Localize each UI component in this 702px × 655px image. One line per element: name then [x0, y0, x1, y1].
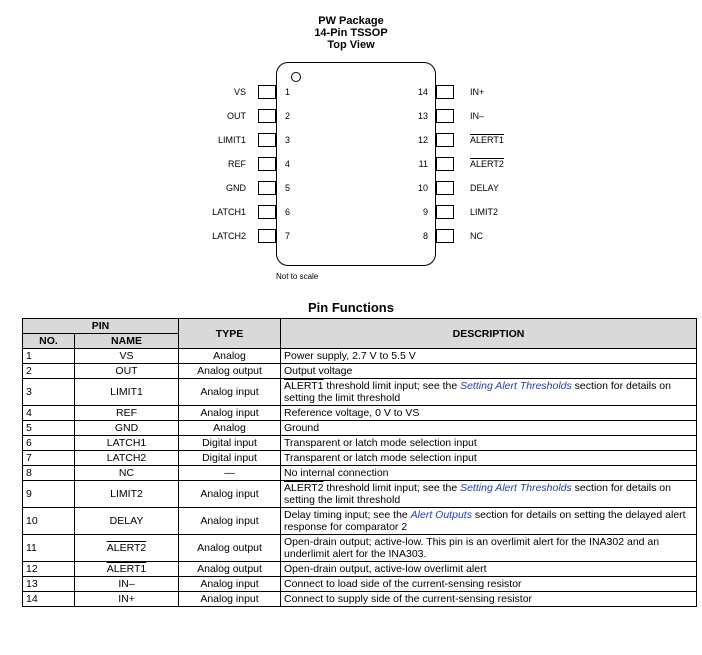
- pin-no-cell: 2: [23, 364, 75, 379]
- pin-name-cell: [75, 406, 179, 421]
- pin-lead-left: [258, 229, 276, 243]
- pin-type-cell: —: [179, 466, 281, 481]
- description-text: Connect to supply side of the current-sensing resistor: [284, 593, 533, 605]
- pin-no-cell: 4: [23, 406, 75, 421]
- pin-lead-left: [258, 205, 276, 219]
- pin-description-cell: [281, 436, 697, 451]
- pin-name-text: OUT: [115, 365, 138, 377]
- section-link[interactable]: Setting Alert Thresholds: [460, 380, 572, 392]
- table-title: Pin Functions: [308, 300, 394, 315]
- pin-no-cell: 11: [23, 535, 75, 562]
- pin-name-cell: [75, 562, 179, 577]
- description-text: section for details on setting the limit threshold: [284, 482, 671, 506]
- pin-name-cell: [75, 535, 179, 562]
- pin-number: 4: [285, 159, 291, 169]
- pin-number: 14: [417, 87, 428, 97]
- overlined-signal-name: ALERT1: [284, 380, 324, 392]
- pin-name-cell: [75, 592, 179, 607]
- table-row: [23, 592, 697, 607]
- pin-name-text: GND: [114, 422, 139, 434]
- header-pin: PIN: [23, 319, 179, 334]
- pin-lead-right: [436, 157, 454, 171]
- description-text: Output voltage: [284, 365, 353, 377]
- pin-lead-right: [436, 229, 454, 243]
- scale-note: Not to scale: [276, 272, 319, 281]
- pin-name-cell: [75, 421, 179, 436]
- pin-description-cell: [281, 592, 697, 607]
- table-row: [23, 436, 697, 451]
- pin-name-text: LIMIT2: [110, 488, 143, 500]
- table-row: [23, 379, 697, 406]
- pin-no-cell: 10: [23, 508, 75, 535]
- pin-name-text: LIMIT1: [110, 386, 143, 398]
- pin-description-cell: [281, 364, 697, 379]
- pin-name-label: OUT: [227, 111, 246, 121]
- pin-number: 8: [422, 231, 428, 241]
- table-row: [23, 535, 697, 562]
- description-text: Transparent or latch mode selection input: [284, 452, 477, 464]
- pin-name-label: ALERT2: [470, 159, 504, 169]
- pin-type-cell: Analog output: [179, 535, 281, 562]
- pin-no-cell: 13: [23, 577, 75, 592]
- pin-number: 11: [418, 159, 428, 169]
- pin-type-cell: Analog: [179, 349, 281, 364]
- pin-name-text: NC: [118, 467, 135, 479]
- pin-name-text: IN+: [118, 593, 135, 605]
- header-type: TYPE: [179, 319, 281, 349]
- pin-description-cell: [281, 508, 697, 535]
- pin-name-label: DELAY: [470, 183, 499, 193]
- description-text: Connect to load side of the current-sensing resistor: [284, 578, 522, 590]
- pin-name-label: REF: [228, 159, 246, 169]
- pin-number: 6: [285, 207, 291, 217]
- pin-type-cell: Analog: [179, 421, 281, 436]
- description-text: threshold limit input; see the: [323, 380, 461, 392]
- pin1-marker-dot: [291, 72, 301, 82]
- description-text: Open-drain output; active-low. This pin is an overlimit alert for the INA302 and an underlimit alert for the INA303.: [284, 536, 660, 560]
- table-row: [23, 508, 697, 535]
- table-header-row: [23, 319, 697, 334]
- table-row: [23, 577, 697, 592]
- table-row: [23, 466, 697, 481]
- pin-name-cell: [75, 577, 179, 592]
- pin-description-cell: [281, 466, 697, 481]
- pin-number: 3: [285, 135, 291, 145]
- pin-name-text: VS: [119, 350, 134, 362]
- pin-name-cell: [75, 349, 179, 364]
- description-text: section for details on setting the delayed alert response for comparator 2: [284, 509, 686, 533]
- pin-type-cell: Digital input: [179, 436, 281, 451]
- pin-description-cell: [281, 349, 697, 364]
- description-text: Power supply, 2.7 V to 5.5 V: [284, 350, 416, 362]
- description-text: No internal connection: [284, 467, 389, 479]
- pin-type-cell: Analog input: [179, 379, 281, 406]
- pin-no-cell: 12: [23, 562, 75, 577]
- pin-type-cell: Analog input: [179, 406, 281, 421]
- description-text: Open-drain output, active-low overlimit alert: [284, 563, 487, 575]
- pin-description-cell: [281, 421, 697, 436]
- table-row: [23, 481, 697, 508]
- pin-number: 9: [422, 207, 428, 217]
- pin-name-cell: [75, 466, 179, 481]
- package-title-line3: Top View: [327, 39, 375, 51]
- pin-number: 13: [417, 111, 428, 121]
- pin-lead-right: [436, 205, 454, 219]
- pin-description-cell: [281, 451, 697, 466]
- pin-type-cell: Analog input: [179, 508, 281, 535]
- description-text: section for details on setting the limit threshold: [284, 380, 671, 404]
- header-no: NO.: [23, 334, 75, 349]
- pin-name-label: VS: [233, 87, 246, 97]
- package-title-line1: PW Package: [318, 15, 384, 27]
- description-text: threshold limit input; see the: [323, 482, 461, 494]
- pin-no-cell: 14: [23, 592, 75, 607]
- table-row: [23, 349, 697, 364]
- pin-lead-left: [258, 109, 276, 123]
- pin-no-cell: 5: [23, 421, 75, 436]
- table-row: [23, 421, 697, 436]
- overlined-signal-name: ALERT2: [284, 482, 324, 494]
- pin-name-label: NC: [470, 231, 483, 241]
- description-text: Transparent or latch mode selection input: [284, 437, 477, 449]
- pin-no-cell: 9: [23, 481, 75, 508]
- pin-name-cell: [75, 451, 179, 466]
- description-text: Ground: [284, 422, 320, 434]
- pin-name-text: IN–: [118, 578, 135, 590]
- pin-no-cell: 6: [23, 436, 75, 451]
- pin-number: 12: [417, 135, 428, 145]
- pin-name-label: LATCH2: [212, 231, 246, 241]
- table-row: [23, 364, 697, 379]
- pin-no-cell: 3: [23, 379, 75, 406]
- pin-name-cell: [75, 436, 179, 451]
- pin-name-label: ALERT1: [470, 135, 504, 145]
- pin-number: 10: [417, 183, 428, 193]
- header-name: NAME: [75, 334, 179, 349]
- table-row: [23, 406, 697, 421]
- pin-no-cell: 7: [23, 451, 75, 466]
- pin-name-text: LATCH2: [106, 452, 147, 464]
- pin-name-label: IN+: [470, 87, 485, 97]
- pin-name-cell: [75, 379, 179, 406]
- table-body: [23, 349, 697, 607]
- pin-type-cell: Digital input: [179, 451, 281, 466]
- table-row: [23, 562, 697, 577]
- pin-type-cell: Analog input: [179, 577, 281, 592]
- section-link[interactable]: Alert Outputs: [410, 509, 472, 521]
- pin-lead-left: [258, 85, 276, 99]
- pin-description-cell: [281, 535, 697, 562]
- pin-lead-left: [258, 133, 276, 147]
- pin-description-cell: [281, 481, 697, 508]
- pin-name-text: ALERT2: [106, 542, 147, 554]
- pin-description-cell: [281, 562, 697, 577]
- pin-name-label: LIMIT2: [470, 207, 499, 217]
- pin-name-text: DELAY: [109, 515, 144, 527]
- pin-description-cell: [281, 406, 697, 421]
- pin-name-text: ALERT1: [106, 563, 147, 575]
- pin-type-cell: Analog input: [179, 481, 281, 508]
- pin-lead-left: [258, 157, 276, 171]
- pin-no-cell: 8: [23, 466, 75, 481]
- pin-description-cell: [281, 577, 697, 592]
- pin-type-cell: Analog output: [179, 364, 281, 379]
- pin-no-cell: 1: [23, 349, 75, 364]
- pin-lead-right: [436, 133, 454, 147]
- pin-lead-right: [436, 85, 454, 99]
- table-row: [23, 451, 697, 466]
- pin-lead-left: [258, 181, 276, 195]
- description-text: Delay timing input; see the: [284, 509, 411, 521]
- pin-name-text: LATCH1: [106, 437, 147, 449]
- pin-description-cell: [281, 379, 697, 406]
- pin-name-cell: [75, 481, 179, 508]
- pin-number: 7: [285, 231, 291, 241]
- pin-functions-table: [22, 318, 697, 607]
- pin-number: 2: [285, 111, 291, 121]
- package-title-line2: 14-Pin TSSOP: [314, 27, 388, 39]
- pin-number: 5: [285, 183, 291, 193]
- pin-name-label: GND: [226, 183, 246, 193]
- package-title: [0, 15, 702, 51]
- header-description: DESCRIPTION: [281, 319, 697, 349]
- pin-name-cell: [75, 364, 179, 379]
- description-text: Reference voltage, 0 V to VS: [284, 407, 420, 419]
- pin-name-label: IN–: [470, 111, 485, 121]
- pin-type-cell: Analog output: [179, 562, 281, 577]
- pin-name-label: LIMIT1: [217, 135, 246, 145]
- section-link[interactable]: Setting Alert Thresholds: [460, 482, 572, 494]
- pin-number: 1: [285, 87, 291, 97]
- pin-name-label: LATCH1: [212, 207, 246, 217]
- pin-type-cell: Analog input: [179, 592, 281, 607]
- pin-name-text: REF: [116, 407, 137, 419]
- pin-lead-right: [436, 109, 454, 123]
- pin-lead-right: [436, 181, 454, 195]
- pin-name-cell: [75, 508, 179, 535]
